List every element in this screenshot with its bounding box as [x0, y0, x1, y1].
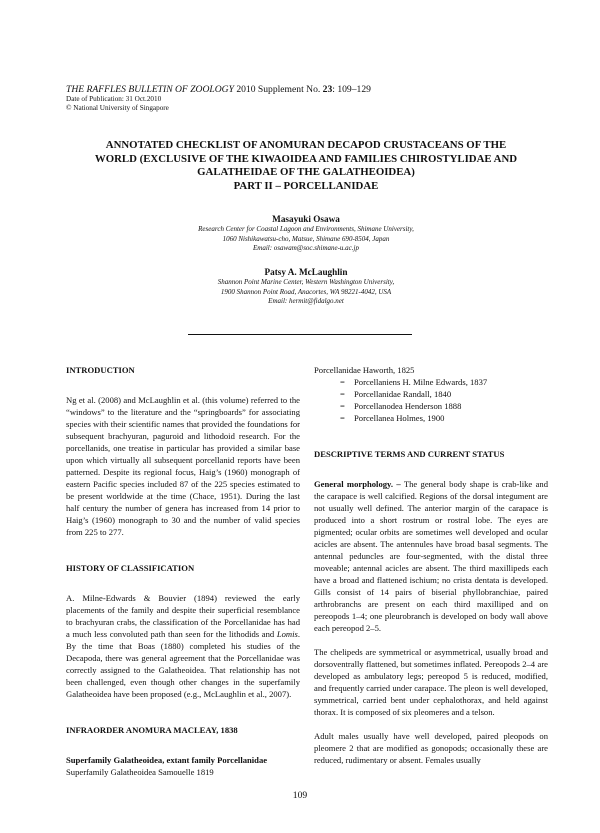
left-column [66, 364, 300, 778]
morphology-text: The general body shape is crab-like and the carapace is well calcified. Regions of the dorsal integument are not usually well defined. The anterior margin of the carapace is produced into a short rostrum or rostral lobe. The eyes are pigmented; ocular orbits are sometimes well developed and ocular acicles are absent. The antennules have broad basal segments. The antennal peduncles are four-segmented, with the distal three moveable; antennal acicles are absent. The third maxillipeds each have a broad and flattened ischium; no crista dentata is developed. Gills consist of 14 pairs of biserial phyllobranchiae, paired arthrobranchs are present on each third maxilliped and on pereopods 1–4; one pleurobranch is developed on body wall above each pereopod 2–5. [314, 479, 548, 633]
synonym-item [340, 376, 548, 388]
author-address: 1060 Nishikawatsu-cho, Matsue, Shimane 690-8504, Japan [222, 234, 390, 243]
paper-title [66, 139, 546, 193]
superfamily-line: Superfamily Galatheoidea Samouelle 1819 [66, 767, 214, 777]
history-paragraph [66, 592, 300, 700]
supplement-number: 23 [322, 84, 333, 95]
section-heading-history: HISTORY OF CLASSIFICATION [66, 563, 195, 573]
history-text: . By the time that Boas (1880) completed his studies of the Decapoda, there was general agreement that the Porcellanidae was correctly assigned to the Galatheoidea. That relationship has not been challenged, even though other changes in the superfamily Galatheoidea have been proposed (e.g., McLaughlin et al., 2007). [66, 629, 300, 699]
synonym-mark: = [340, 377, 345, 387]
title-divider [188, 334, 412, 335]
synonym-item [340, 412, 548, 424]
title-line: GALATHEIDAE OF THE GALATHEOIDEA) [197, 166, 415, 179]
synonym-mark: = [340, 401, 345, 411]
synonym-name: Porcellanea Holmes, 1900 [354, 413, 445, 423]
publication-date: Date of Publication: 31 Oct.2010 [66, 95, 162, 103]
history-text: A. Milne-Edwards & Bouvier (1894) reviewed the early placements of the family and despite their superficial resemblance to brachyuran crabs, the classification of the Porcellanidae has had a much less convoluted path than seen for the lithodids and [66, 593, 300, 639]
section-heading-infraorder: INFRAORDER ANOMURA MACLEAY, 1838 [66, 725, 238, 735]
synonym-item [340, 388, 548, 400]
synonym-name: Porcellaniens H. Milne Edwards, 1837 [354, 377, 488, 387]
author-email: Email: hermit@fidalgo.net [268, 297, 344, 306]
synonym-mark: = [340, 413, 345, 423]
author-address: 1900 Shannon Point Road, Anacortes, WA 98221-4042, USA [220, 287, 392, 296]
genus-name-lomis: Lomis [276, 629, 298, 639]
title-line: WORLD (EXCLUSIVE OF THE KIWAOIDEA AND FAMILIES CHIROSTYLIDAE AND [94, 152, 518, 165]
journal-header [66, 84, 546, 113]
journal-citation [66, 84, 546, 95]
author-affiliation: Shannon Point Marine Center, Western Washington University, [217, 278, 395, 286]
males-paragraph: Adult males usually have well developed, paired pleopods on pleomere 2 that are modified as gonopods; occasionally these are reduced, rudimentary or absent. Females usually [314, 731, 548, 765]
section-heading-descriptive-terms: DESCRIPTIVE TERMS AND CURRENT STATUS [314, 449, 505, 459]
section-heading-introduction: INTRODUCTION [66, 365, 135, 375]
author-block-osawa [66, 213, 546, 254]
page-number: 109 [292, 790, 308, 801]
synonym-name: Porcellanidae Randall, 1840 [354, 389, 452, 399]
journal-pages: : 109–129 [332, 84, 371, 95]
right-column [314, 364, 548, 766]
author-affiliation: Research Center for Coastal Lagoon and Environments, Shimane University, [198, 225, 414, 233]
author-name: Masayuki Osawa [272, 214, 340, 224]
title-line: PART II – PORCELLANIDAE [233, 179, 379, 192]
copyright-line: © National University of Singapore [66, 104, 169, 112]
chelipeds-paragraph: The chelipeds are symmetrical or asymmetrical, usually broad and dorsoventrally flattened, but sometimes inflated. Pereopods 2–4 are developed as ambulatory legs; pereopod 5 is reduced, modified, and frequently carried under carapace. The pleon is well developed, symmetrical, carried bent under cephalothorax, and held against thorax. It is composed of six pleomeres and a telson. [314, 647, 548, 717]
author-email: Email: osawam@soc.shimane-u.ac.jp [253, 244, 359, 253]
morphology-paragraph [314, 478, 548, 634]
synonym-name: Porcellanodea Henderson 1888 [354, 401, 462, 411]
synonym-item [340, 400, 548, 412]
author-name: Patsy A. McLaughlin [264, 267, 348, 277]
introduction-paragraph: Ng et al. (2008) and McLaughlin et al. (this volume) referred to the “windows” to the literature and the “springboards” for associating species with their scientific names that provided the foundations for subsequent brachyuran, paguroid and lithodoid research. For the porcellanids, one treatise in particular has provided a similar base upon which virtually all subsequent porcellanid reports have been patterned. Despite its regional focus, Haig’s (1960) monograph of eastern Pacific species included 87 of the 225 species estimated to be present worldwide at the time (Chace, 1951). During the last half century the number of genera has increased from 14 prior to Haig’s (1960) monograph to 30 and the number of valid species from 225 to 277. [66, 395, 300, 537]
synonym-mark: = [340, 389, 345, 399]
author-block-mclaughlin [66, 266, 546, 307]
journal-name: THE RAFFLES BULLETIN OF ZOOLOGY [66, 84, 234, 95]
family-line: Porcellanidae Haworth, 1825 [314, 365, 415, 375]
synonym-list [314, 376, 548, 424]
morphology-lead: General morphology. – [314, 479, 401, 489]
superfamily-heading: Superfamily Galatheoidea, extant family Porcellanidae [66, 755, 268, 765]
journal-citation-year: 2010 Supplement No. [233, 84, 323, 95]
title-line: ANNOTATED CHECKLIST OF ANOMURAN DECAPOD CRUSTACEANS OF THE [105, 139, 507, 151]
